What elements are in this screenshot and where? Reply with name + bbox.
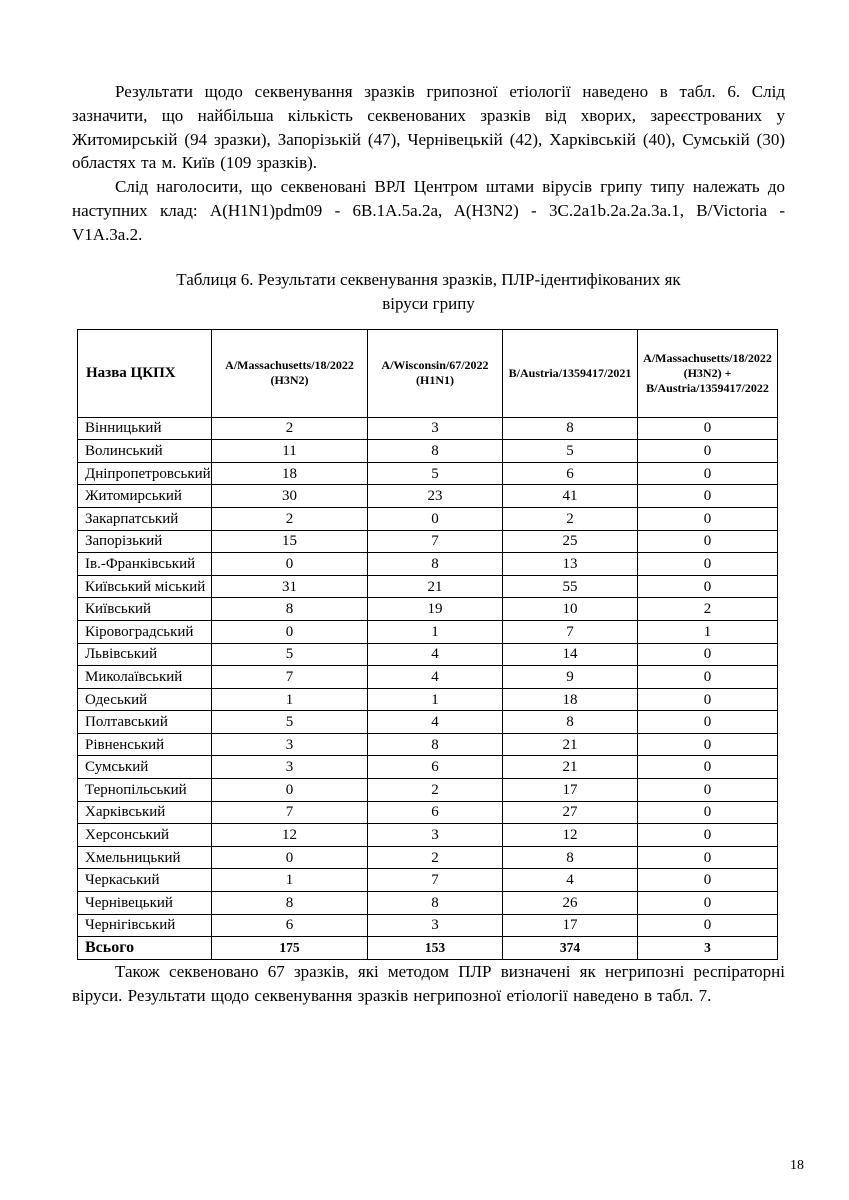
- table-row: [78, 485, 778, 508]
- table-total-row: [78, 937, 778, 960]
- column-header-strain: B/Austria/1359417/2021: [503, 329, 638, 417]
- table-row: [78, 779, 778, 802]
- table-row: [78, 869, 778, 892]
- column-header-strain: A/Massachusetts/18/2022 (H3N2) + B/Austria/1359417/2022: [638, 329, 778, 417]
- value-cell: 0: [638, 440, 778, 463]
- value-cell: 0: [212, 846, 368, 869]
- value-cell: 6: [368, 756, 503, 779]
- table-row: [78, 440, 778, 463]
- region-name-cell: Черкаський: [78, 869, 212, 892]
- value-cell: 5: [212, 711, 368, 734]
- value-cell: 6: [368, 801, 503, 824]
- value-cell: 3: [212, 756, 368, 779]
- region-name-cell: Волинський: [78, 440, 212, 463]
- value-cell: 0: [638, 892, 778, 915]
- table-row: [78, 666, 778, 689]
- region-name-cell: Запорізький: [78, 530, 212, 553]
- value-cell: 4: [368, 666, 503, 689]
- region-name-cell: Дніпропетровський: [78, 462, 212, 485]
- table-row: [78, 620, 778, 643]
- value-cell: 5: [503, 440, 638, 463]
- value-cell: 0: [638, 666, 778, 689]
- value-cell: 7: [503, 620, 638, 643]
- region-name-cell: Харківський: [78, 801, 212, 824]
- value-cell: 5: [212, 643, 368, 666]
- value-cell: 0: [638, 575, 778, 598]
- region-name-cell: Херсонський: [78, 824, 212, 847]
- value-cell: 11: [212, 440, 368, 463]
- value-cell: 8: [212, 892, 368, 915]
- value-cell: 1: [368, 620, 503, 643]
- value-cell: 3: [368, 824, 503, 847]
- page-content: [72, 80, 785, 1007]
- value-cell: 1: [212, 688, 368, 711]
- value-cell: 0: [638, 485, 778, 508]
- value-cell: 1: [368, 688, 503, 711]
- value-cell: 31: [212, 575, 368, 598]
- value-cell: 21: [503, 733, 638, 756]
- value-cell: 2: [503, 507, 638, 530]
- column-header-strain: A/Massachusetts/18/2022 (H3N2): [212, 329, 368, 417]
- value-cell: 7: [212, 666, 368, 689]
- value-cell: 2: [212, 507, 368, 530]
- value-cell: 0: [368, 507, 503, 530]
- region-name-cell: Чернігівський: [78, 914, 212, 937]
- column-header-strain: A/Wisconsin/67/2022 (H1N1): [368, 329, 503, 417]
- table-row: [78, 801, 778, 824]
- value-cell: 41: [503, 485, 638, 508]
- table-row: [78, 846, 778, 869]
- value-cell: 13: [503, 553, 638, 576]
- value-cell: 0: [638, 507, 778, 530]
- value-cell: 21: [368, 575, 503, 598]
- value-cell: 5: [368, 462, 503, 485]
- value-cell: 0: [638, 914, 778, 937]
- column-header-region: Назва ЦКПХ: [78, 329, 212, 417]
- region-name-cell: Рівненський: [78, 733, 212, 756]
- value-cell: 17: [503, 779, 638, 802]
- value-cell: 0: [638, 688, 778, 711]
- value-cell: 1: [638, 620, 778, 643]
- table-header-row: [78, 329, 778, 417]
- table-row: [78, 688, 778, 711]
- value-cell: 6: [212, 914, 368, 937]
- value-cell: 0: [212, 620, 368, 643]
- value-cell: 23: [368, 485, 503, 508]
- region-name-cell: Миколаївський: [78, 666, 212, 689]
- total-value-cell: 3: [638, 937, 778, 960]
- value-cell: 25: [503, 530, 638, 553]
- value-cell: 27: [503, 801, 638, 824]
- table-row: [78, 892, 778, 915]
- region-name-cell: Полтавський: [78, 711, 212, 734]
- value-cell: 15: [212, 530, 368, 553]
- value-cell: 4: [368, 711, 503, 734]
- value-cell: 9: [503, 666, 638, 689]
- region-name-cell: Хмельницький: [78, 846, 212, 869]
- value-cell: 14: [503, 643, 638, 666]
- value-cell: 0: [638, 846, 778, 869]
- value-cell: 2: [368, 846, 503, 869]
- value-cell: 0: [638, 417, 778, 440]
- value-cell: 55: [503, 575, 638, 598]
- total-label-cell: Всього: [78, 937, 212, 960]
- table-row: [78, 824, 778, 847]
- region-name-cell: Закарпатський: [78, 507, 212, 530]
- region-name-cell: Чернівецький: [78, 892, 212, 915]
- value-cell: 30: [212, 485, 368, 508]
- paragraph-clades: Слід наголосити, що секвеновані ВРЛ Центром штами вірусів грипу типу належать до наступних клад: A(H1N1)pdm09 - 6B.1A.5a.2a, A(H3N2) - 3C.2a1b.2a.2a.3a.1, B/Victoria - V1A.3a.2.: [72, 177, 785, 244]
- total-value-cell: 153: [368, 937, 503, 960]
- sequencing-results-table: [77, 329, 778, 960]
- value-cell: 19: [368, 598, 503, 621]
- value-cell: 2: [368, 779, 503, 802]
- value-cell: 3: [368, 914, 503, 937]
- value-cell: 0: [638, 869, 778, 892]
- value-cell: 17: [503, 914, 638, 937]
- region-name-cell: Львівський: [78, 643, 212, 666]
- value-cell: 0: [212, 779, 368, 802]
- value-cell: 7: [368, 530, 503, 553]
- region-name-cell: Кіровоградський: [78, 620, 212, 643]
- value-cell: 0: [638, 756, 778, 779]
- table-row: [78, 507, 778, 530]
- value-cell: 3: [368, 417, 503, 440]
- value-cell: 8: [503, 711, 638, 734]
- region-name-cell: Житомирський: [78, 485, 212, 508]
- value-cell: 0: [638, 643, 778, 666]
- region-name-cell: Київський міський: [78, 575, 212, 598]
- table-row: [78, 756, 778, 779]
- value-cell: 8: [368, 892, 503, 915]
- value-cell: 4: [368, 643, 503, 666]
- value-cell: 8: [212, 598, 368, 621]
- value-cell: 7: [212, 801, 368, 824]
- paragraph-non-influenza: Також секвеновано 67 зразків, які методом ПЛР визначені як негрипозні респіраторні віруси. Результати щодо секвенування зразків негрипозної етіології наведено в табл. 7.: [72, 961, 785, 1005]
- table-row: [78, 417, 778, 440]
- value-cell: 0: [638, 711, 778, 734]
- value-cell: 0: [638, 530, 778, 553]
- table-row: [78, 643, 778, 666]
- value-cell: 8: [503, 846, 638, 869]
- table-row: [78, 598, 778, 621]
- value-cell: 8: [368, 440, 503, 463]
- total-value-cell: 175: [212, 937, 368, 960]
- value-cell: 6: [503, 462, 638, 485]
- value-cell: 18: [503, 688, 638, 711]
- region-name-cell: Ів.-Франківський: [78, 553, 212, 576]
- region-name-cell: Київський: [78, 598, 212, 621]
- value-cell: 8: [503, 417, 638, 440]
- total-value-cell: 374: [503, 937, 638, 960]
- table-row: [78, 553, 778, 576]
- value-cell: 2: [212, 417, 368, 440]
- value-cell: 26: [503, 892, 638, 915]
- table-row: [78, 575, 778, 598]
- region-name-cell: Одеський: [78, 688, 212, 711]
- value-cell: 0: [212, 553, 368, 576]
- value-cell: 7: [368, 869, 503, 892]
- table-caption-line1: Таблиця 6. Результати секвенування зразків, ПЛР-ідентифікованих як: [176, 269, 681, 289]
- value-cell: 8: [368, 553, 503, 576]
- value-cell: 3: [212, 733, 368, 756]
- value-cell: 10: [503, 598, 638, 621]
- page-number: 18: [790, 1158, 804, 1173]
- value-cell: 12: [503, 824, 638, 847]
- value-cell: 0: [638, 801, 778, 824]
- value-cell: 21: [503, 756, 638, 779]
- region-name-cell: Сумський: [78, 756, 212, 779]
- value-cell: 12: [212, 824, 368, 847]
- region-name-cell: Тернопільський: [78, 779, 212, 802]
- value-cell: 0: [638, 553, 778, 576]
- table-row: [78, 711, 778, 734]
- value-cell: 18: [212, 462, 368, 485]
- value-cell: 0: [638, 733, 778, 756]
- value-cell: 2: [638, 598, 778, 621]
- table-row: [78, 530, 778, 553]
- value-cell: 1: [212, 869, 368, 892]
- paragraph-sequencing-results: Результати щодо секвенування зразків грипозної етіології наведено в табл. 6. Слід зазначити, що найбільша кількість секвенованих зразків від хворих, зареєстрованих у Житомирській (94 зразки), Запорізькій (47), Чернівецькій (42), Харківській (40), Сумській (30) областях та м. Київ (109 зразків).: [72, 82, 785, 173]
- value-cell: 0: [638, 462, 778, 485]
- table-caption-line2: віруси грипу: [382, 293, 475, 313]
- value-cell: 0: [638, 824, 778, 847]
- value-cell: 8: [368, 733, 503, 756]
- value-cell: 4: [503, 869, 638, 892]
- value-cell: 0: [638, 779, 778, 802]
- table-row: [78, 462, 778, 485]
- table-caption: [72, 268, 785, 316]
- table-row: [78, 733, 778, 756]
- region-name-cell: Вінницький: [78, 417, 212, 440]
- table-row: [78, 914, 778, 937]
